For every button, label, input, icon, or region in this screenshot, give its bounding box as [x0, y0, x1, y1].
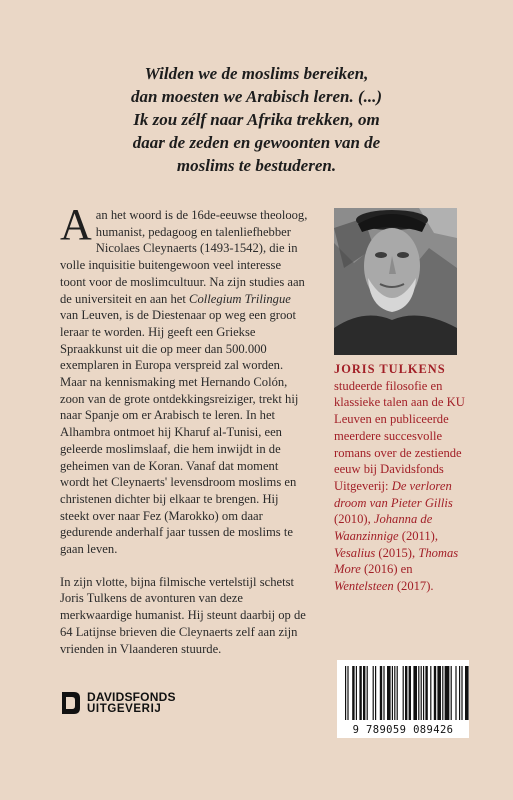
isbn-barcode [337, 660, 469, 738]
barcode-bar [442, 666, 443, 720]
barcode-bars [337, 660, 469, 722]
barcode-bar [405, 666, 407, 720]
barcode-bar [459, 666, 460, 720]
barcode-bar [409, 666, 411, 720]
blurb-text-run: an het woord is de 16de-eeuwse theoloog, humanist, pedagoog en talenliefhebber Nicolaes Cleynaerts (1493-1542), die in volle inquisitie buitengewoon veel interesse toont voor de moslimcultuur. Na zijn studies aan de universiteit en aan het [60, 208, 308, 306]
barcode-bar [397, 666, 398, 720]
book-year: (2015), [375, 545, 419, 560]
barcode-bar [380, 666, 382, 720]
quote-line: Ik zou zélf naar Afrika trekken, om [133, 110, 380, 129]
book-title: De verloren droom van Pieter Gillis [334, 478, 453, 510]
book-year: (2017). [393, 579, 434, 594]
barcode-bar [363, 666, 365, 720]
barcode-bar [430, 666, 431, 720]
barcode-bar [413, 666, 417, 720]
barcode-bar [345, 666, 346, 720]
publisher-subname: UITGEVERIJ [87, 703, 162, 715]
book-year: (2016) en [360, 562, 413, 577]
barcode-bar [403, 666, 404, 720]
barcode-bar [455, 666, 456, 720]
barcode-bar [394, 666, 395, 720]
quote-line: Wilden we de moslims bereiken, [144, 64, 369, 83]
blurb-text-run: van Leuven, is de Diestenaar op weg een groot leraar te worden. Hij geeft een Griekse Spraakkunst uit die op meer dan 500.000 exemplaren in Europa verspreid zal worden. Maar na kennismaking met Hernando Colón, zoon van de grote ontdekkingsreiziger, trekt hij naar Spanje om er Arabisch te leren. In het Alhambra ontmoet hij Kharuf al-Tunisi, een geleerde moslimslaaf, die hem inwijdt in de geheimen van de Koran. Vanaf dat moment wordt het Cleynaerts' levensdroom moslims en christenen dichter bij elkaar te brengen. Hij steekt over naar Fez (Marokko) om daar gedurende anderhalf jaar tussen de moslims te gaan leven. [60, 308, 299, 557]
back-cover-quote [0, 62, 513, 177]
barcode-bar [425, 666, 427, 720]
book-year: (2010), [334, 512, 374, 527]
book-title: Johanna de Waanzinnige [334, 512, 433, 544]
author-bio [334, 361, 474, 595]
book-year: (2011), [398, 529, 439, 544]
drop-cap: A [60, 200, 92, 249]
author-name: JORIS TULKENS [334, 362, 446, 376]
book-title: Vesalius [334, 545, 376, 560]
barcode-bar [367, 666, 368, 720]
isbn-number: 9 789059 089426 [352, 724, 454, 736]
barcode-bar [434, 666, 436, 720]
quote-line: daar de zeden en gewoonten van de [132, 133, 381, 152]
barcode-bar [375, 666, 376, 720]
barcode-bar [352, 666, 354, 720]
quote-line: moslims te bestuderen. [176, 156, 337, 175]
author-bio-text [334, 378, 474, 595]
barcode-bar [387, 666, 391, 720]
barcode-bar [418, 666, 419, 720]
author-photo [334, 208, 457, 355]
publisher-name: DAVIDSFONDS [87, 690, 176, 704]
davidsfonds-logo-icon [60, 690, 82, 716]
barcode-bar [465, 666, 469, 720]
blurb-paragraph-1 [60, 200, 308, 558]
barcode-bar [359, 666, 361, 720]
barcode-bar [451, 666, 452, 720]
book-title: Thomas More [334, 545, 459, 577]
barcode-bar [445, 666, 450, 720]
blurb-paragraph-2: In zijn vlotte, bijna filmische vertelstijl schetst Joris Tulkens de avonturen van deze merkwaardige humanist. Hij steunt daarbij op de 64 Latijnse brieven die Cleynaerts zelf aan zijn vrienden in Vlaanderen stuurde. [60, 574, 306, 656]
barcode-bar [423, 666, 424, 720]
author-portrait-image [334, 208, 457, 355]
barcode-bar [437, 666, 441, 720]
barcode-bar [461, 666, 462, 720]
publisher-logo [60, 688, 176, 718]
quote-line: dan moesten we Arabisch leren. (...) [130, 87, 383, 106]
barcode-bar [373, 666, 374, 720]
barcode-bar [383, 666, 384, 720]
barcode-bar [356, 666, 357, 720]
book-title: Wentelsteen [334, 579, 394, 594]
barcode-bar [392, 666, 393, 720]
bio-intro: studeerde filosofie en klassieke talen aan de KU Leuven en publiceerde meerdere succesvolle romans over de zestiende eeuw bij Davidsfonds Uitgeverij: [334, 378, 465, 493]
blurb-italic-title: Collegium Trilingue [189, 291, 291, 306]
barcode-bar [347, 666, 348, 720]
barcode-bar [421, 666, 422, 720]
blurb-text [60, 200, 308, 657]
